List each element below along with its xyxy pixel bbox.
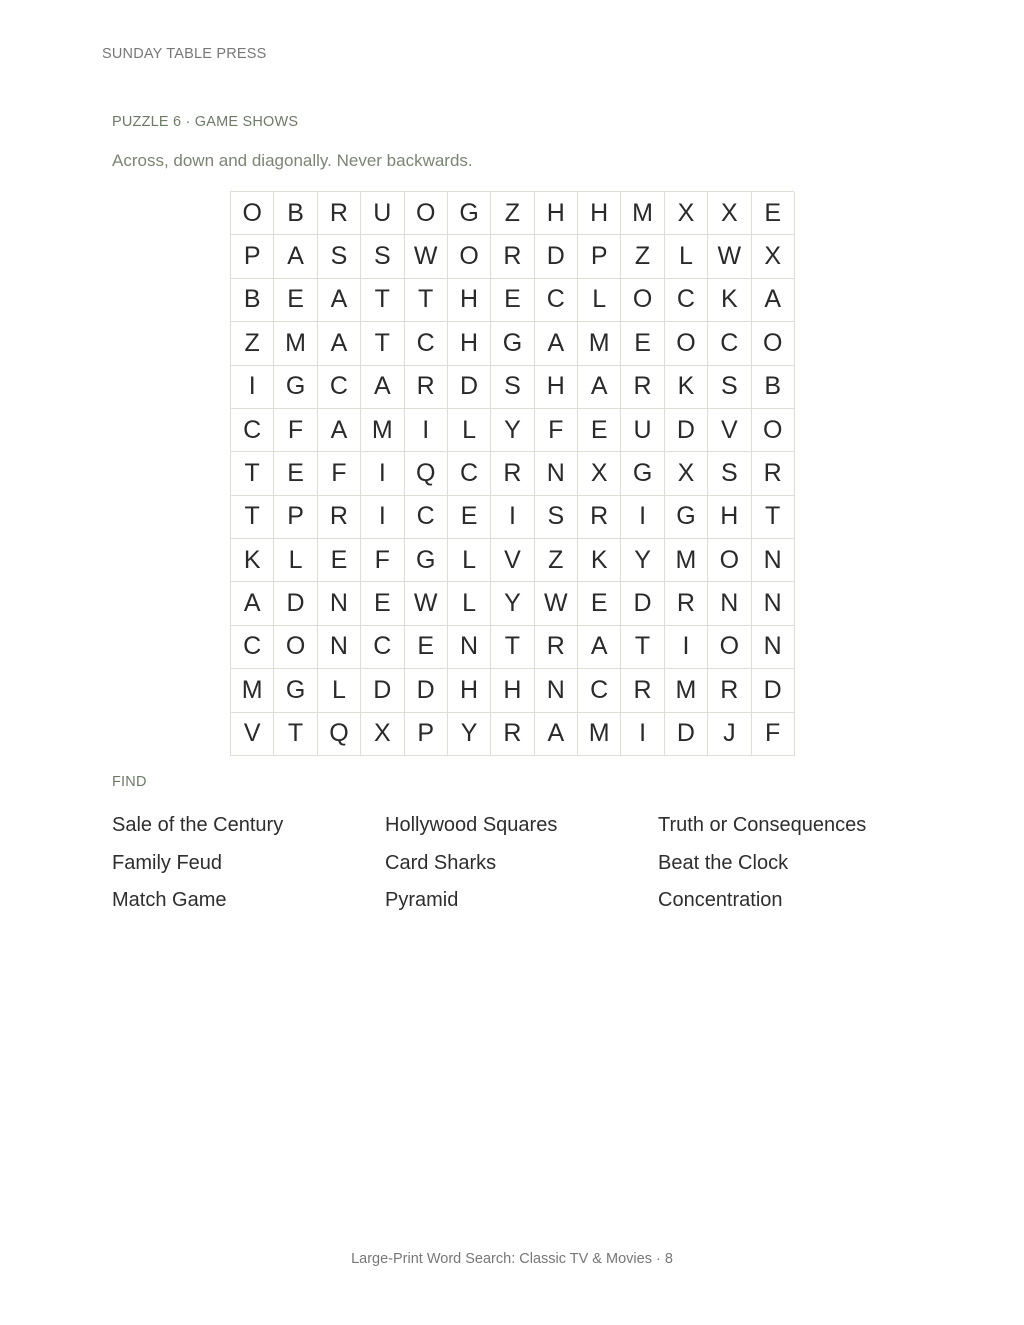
grid-cell[interactable]: B — [274, 192, 317, 235]
grid-cell[interactable]: C — [405, 496, 448, 539]
grid-cell[interactable]: Q — [405, 452, 448, 495]
grid-cell[interactable]: O — [708, 626, 751, 669]
grid-cell[interactable]: R — [665, 582, 708, 625]
grid-cell[interactable]: Z — [535, 539, 578, 582]
grid-cell[interactable]: I — [361, 496, 404, 539]
puzzle-instructions: Across, down and diagonally. Never backwards. — [112, 151, 473, 170]
find-heading: FIND — [112, 774, 147, 790]
grid-cell[interactable]: B — [231, 279, 274, 322]
grid-cell[interactable]: D — [665, 409, 708, 452]
grid-cell[interactable]: G — [274, 669, 317, 712]
grid-cell[interactable]: R — [621, 669, 664, 712]
grid-cell[interactable]: H — [535, 366, 578, 409]
grid-cell[interactable]: R — [491, 235, 534, 278]
grid-cell[interactable]: H — [578, 192, 621, 235]
find-word: Match Game — [112, 889, 227, 911]
grid-cell[interactable]: L — [665, 235, 708, 278]
grid-cell[interactable]: O — [752, 322, 795, 365]
grid-cell[interactable]: H — [708, 496, 751, 539]
grid-cell[interactable]: G — [621, 452, 664, 495]
grid-cell[interactable]: Y — [621, 539, 664, 582]
grid-cell[interactable]: Z — [231, 322, 274, 365]
grid-cell[interactable]: M — [578, 322, 621, 365]
grid-cell[interactable]: S — [708, 452, 751, 495]
grid-cell[interactable]: D — [405, 669, 448, 712]
grid-cell[interactable]: A — [318, 409, 361, 452]
grid-cell[interactable]: E — [405, 626, 448, 669]
grid-cell[interactable]: D — [752, 669, 795, 712]
grid-cell[interactable]: R — [491, 452, 534, 495]
grid-cell[interactable]: M — [578, 713, 621, 756]
grid-cell[interactable]: Y — [448, 713, 491, 756]
grid-cell[interactable]: S — [535, 496, 578, 539]
grid-cell[interactable]: C — [535, 279, 578, 322]
grid-cell[interactable]: A — [318, 322, 361, 365]
grid-cell[interactable]: N — [318, 626, 361, 669]
grid-cell[interactable]: R — [318, 192, 361, 235]
grid-cell[interactable]: D — [361, 669, 404, 712]
grid-cell[interactable]: A — [752, 279, 795, 322]
grid-cell[interactable]: L — [448, 539, 491, 582]
grid-cell[interactable]: M — [621, 192, 664, 235]
page-footer: Large-Print Word Search: Classic TV & Movies · 8 — [351, 1251, 673, 1267]
grid-cell[interactable]: H — [448, 322, 491, 365]
grid-cell[interactable]: R — [752, 452, 795, 495]
grid-cell[interactable]: A — [578, 626, 621, 669]
grid-cell[interactable]: I — [621, 496, 664, 539]
grid-cell[interactable]: R — [578, 496, 621, 539]
grid-cell[interactable]: T — [621, 626, 664, 669]
grid-cell[interactable]: R — [621, 366, 664, 409]
grid-cell[interactable]: T — [405, 279, 448, 322]
grid-cell[interactable]: O — [665, 322, 708, 365]
find-word: Family Feud — [112, 851, 223, 874]
grid-cell[interactable]: R — [405, 366, 448, 409]
grid-cell[interactable]: S — [361, 235, 404, 278]
grid-cell[interactable]: C — [231, 626, 274, 669]
grid-cell[interactable]: N — [448, 626, 491, 669]
grid-cell[interactable]: N — [708, 582, 751, 625]
grid-cell[interactable]: H — [448, 669, 491, 712]
grid-cell[interactable]: L — [318, 669, 361, 712]
grid-cell[interactable]: D — [535, 235, 578, 278]
grid-cell[interactable]: D — [621, 582, 664, 625]
grid-cell[interactable]: C — [231, 409, 274, 452]
grid-cell[interactable]: T — [274, 713, 317, 756]
grid-cell[interactable]: I — [491, 496, 534, 539]
grid-cell[interactable]: O — [231, 192, 274, 235]
grid-cell[interactable]: F — [361, 539, 404, 582]
grid-cell[interactable]: F — [318, 452, 361, 495]
grid-cell[interactable]: W — [708, 235, 751, 278]
grid-cell[interactable]: G — [274, 366, 317, 409]
grid-cell[interactable]: V — [491, 539, 534, 582]
grid-cell[interactable]: L — [578, 279, 621, 322]
grid-cell[interactable]: T — [231, 496, 274, 539]
grid-cell[interactable]: F — [752, 713, 795, 756]
grid-cell[interactable]: M — [665, 669, 708, 712]
grid-cell[interactable]: E — [578, 582, 621, 625]
grid-cell[interactable]: G — [405, 539, 448, 582]
grid-cell[interactable]: A — [535, 322, 578, 365]
grid-cell[interactable]: R — [708, 669, 751, 712]
grid-cell[interactable]: Y — [491, 409, 534, 452]
grid-cell[interactable]: E — [361, 582, 404, 625]
find-word: Card Sharks — [385, 851, 497, 874]
grid-cell[interactable]: O — [405, 192, 448, 235]
grid-cell[interactable]: G — [665, 496, 708, 539]
grid-cell[interactable]: C — [665, 279, 708, 322]
grid-cell[interactable]: V — [708, 409, 751, 452]
word-search-grid — [230, 191, 794, 756]
grid-cell[interactable]: A — [578, 366, 621, 409]
grid-cell[interactable]: C — [578, 669, 621, 712]
grid-cell[interactable]: L — [448, 409, 491, 452]
grid-cell[interactable]: E — [491, 279, 534, 322]
grid-cell[interactable]: G — [448, 192, 491, 235]
grid-cell[interactable]: P — [274, 496, 317, 539]
grid-cell[interactable]: A — [274, 235, 317, 278]
find-word: Pyramid — [385, 889, 459, 911]
grid-cell[interactable]: I — [405, 409, 448, 452]
grid-cell[interactable]: H — [448, 279, 491, 322]
grid-cell[interactable]: T — [752, 496, 795, 539]
grid-cell[interactable]: F — [274, 409, 317, 452]
grid-cell[interactable]: N — [752, 626, 795, 669]
grid-cell[interactable]: C — [318, 366, 361, 409]
grid-cell[interactable]: U — [621, 409, 664, 452]
grid-cell[interactable]: X — [361, 713, 404, 756]
grid-cell[interactable]: E — [274, 452, 317, 495]
grid-cell[interactable]: W — [405, 235, 448, 278]
grid-cell[interactable]: J — [708, 713, 751, 756]
grid-cell[interactable]: L — [274, 539, 317, 582]
grid-cell[interactable]: T — [231, 452, 274, 495]
grid-cell[interactable]: B — [752, 366, 795, 409]
grid-cell[interactable]: E — [621, 322, 664, 365]
grid-cell[interactable]: A — [361, 366, 404, 409]
grid-cell[interactable]: D — [448, 366, 491, 409]
grid-cell[interactable]: W — [405, 582, 448, 625]
grid-cell[interactable]: E — [578, 409, 621, 452]
word-list — [112, 814, 932, 927]
grid-cell[interactable]: P — [578, 235, 621, 278]
publisher-name: SUNDAY TABLE PRESS — [102, 46, 267, 62]
grid-cell[interactable]: E — [752, 192, 795, 235]
grid-cell[interactable]: P — [231, 235, 274, 278]
grid-cell[interactable]: Z — [491, 192, 534, 235]
grid-cell[interactable]: K — [708, 279, 751, 322]
grid-cell[interactable]: X — [752, 235, 795, 278]
grid-cell[interactable]: N — [535, 452, 578, 495]
grid-cell[interactable]: D — [274, 582, 317, 625]
grid-cell[interactable]: S — [318, 235, 361, 278]
grid-cell[interactable]: Z — [621, 235, 664, 278]
grid-cell[interactable]: O — [274, 626, 317, 669]
grid-cell[interactable]: R — [318, 496, 361, 539]
grid-cell[interactable]: A — [318, 279, 361, 322]
grid-cell[interactable]: N — [318, 582, 361, 625]
find-word: Truth or Consequences — [658, 814, 867, 836]
grid-cell[interactable]: I — [361, 452, 404, 495]
grid-cell[interactable]: G — [491, 322, 534, 365]
grid-cell[interactable]: F — [535, 409, 578, 452]
grid-cell[interactable]: M — [274, 322, 317, 365]
grid-cell[interactable]: O — [621, 279, 664, 322]
grid-cell[interactable]: C — [405, 322, 448, 365]
find-word: Sale of the Century — [112, 814, 284, 836]
grid-cell[interactable]: P — [405, 713, 448, 756]
grid-cell[interactable]: M — [361, 409, 404, 452]
grid-cell[interactable]: E — [448, 496, 491, 539]
grid-cell[interactable]: M — [665, 539, 708, 582]
puzzle-title: PUZZLE 6 · GAME SHOWS — [112, 114, 299, 130]
grid-cell[interactable]: A — [535, 713, 578, 756]
grid-cell[interactable]: O — [708, 539, 751, 582]
grid-cell[interactable]: O — [752, 409, 795, 452]
grid-cell[interactable]: Q — [318, 713, 361, 756]
grid-cell[interactable]: C — [361, 626, 404, 669]
find-word: Beat the Clock — [658, 851, 789, 874]
grid-cell[interactable]: R — [535, 626, 578, 669]
grid-cell[interactable]: I — [665, 626, 708, 669]
grid-cell[interactable]: H — [535, 192, 578, 235]
grid-cell[interactable]: U — [361, 192, 404, 235]
grid-cell[interactable]: X — [708, 192, 751, 235]
grid-cell[interactable]: I — [621, 713, 664, 756]
grid-cell[interactable]: C — [448, 452, 491, 495]
grid-cell[interactable]: L — [448, 582, 491, 625]
grid-cell[interactable]: R — [491, 713, 534, 756]
grid-cell[interactable]: A — [231, 582, 274, 625]
find-word: Hollywood Squares — [385, 814, 558, 836]
grid-cell[interactable]: X — [578, 452, 621, 495]
grid-cell[interactable]: M — [231, 669, 274, 712]
grid-cell[interactable]: S — [708, 366, 751, 409]
grid-cell[interactable]: N — [535, 669, 578, 712]
grid-cell[interactable]: Y — [491, 582, 534, 625]
grid-cell[interactable]: T — [361, 322, 404, 365]
grid-cell[interactable]: W — [535, 582, 578, 625]
grid-cell[interactable]: E — [274, 279, 317, 322]
grid-cell[interactable]: X — [665, 452, 708, 495]
grid-cell[interactable]: S — [491, 366, 534, 409]
grid-cell[interactable]: D — [665, 713, 708, 756]
grid-cell[interactable]: H — [491, 669, 534, 712]
grid-cell[interactable]: N — [752, 582, 795, 625]
grid-cell[interactable]: E — [318, 539, 361, 582]
grid-cell[interactable]: K — [231, 539, 274, 582]
grid-cell[interactable]: T — [491, 626, 534, 669]
grid-cell[interactable]: T — [361, 279, 404, 322]
grid-cell[interactable]: K — [665, 366, 708, 409]
grid-cell[interactable]: I — [231, 366, 274, 409]
grid-cell[interactable]: X — [665, 192, 708, 235]
grid-cell[interactable]: C — [708, 322, 751, 365]
grid-cell[interactable]: N — [752, 539, 795, 582]
find-word: Concentration — [658, 889, 783, 911]
grid-cell[interactable]: V — [231, 713, 274, 756]
grid-cell[interactable]: O — [448, 235, 491, 278]
grid-cell[interactable]: K — [578, 539, 621, 582]
